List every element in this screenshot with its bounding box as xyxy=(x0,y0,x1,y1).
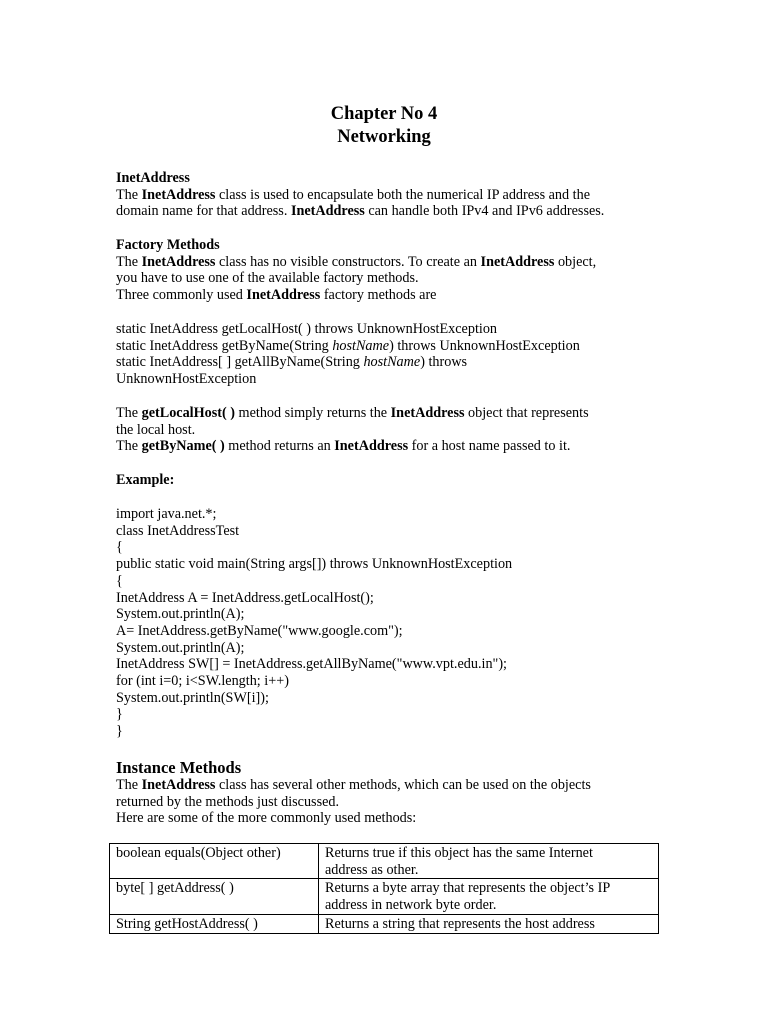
method-cell: boolean equals(Object other) xyxy=(110,844,319,879)
table-row xyxy=(110,914,659,933)
paragraph-line: Three commonly used InetAddress factory methods are xyxy=(116,287,437,304)
example-heading: Example: xyxy=(116,472,175,488)
section-heading: Instance Methods xyxy=(116,758,242,777)
code-line: } xyxy=(116,706,123,723)
code-line: for (int i=0; i<SW.length; i++) xyxy=(116,673,289,690)
paragraph-line: you have to use one of the available factory methods. xyxy=(116,270,419,287)
instance-methods-table xyxy=(109,843,659,934)
code-line: public static void main(String args[]) throws UnknownHostException xyxy=(116,556,513,573)
description-cell: Returns a string that represents the host address xyxy=(319,914,659,933)
method-signature: static InetAddress getByName(String hostName) throws UnknownHostException xyxy=(116,337,580,354)
paragraph-line: returned by the methods just discussed. xyxy=(116,793,340,810)
code-line: class InetAddressTest xyxy=(116,522,240,539)
code-line: A= InetAddress.getByName("www.google.com"); xyxy=(116,622,403,639)
factory-methods-section xyxy=(116,237,660,304)
description-cell: Returns a byte array that represents the object’s IP address in network byte order. xyxy=(319,879,659,914)
code-line: } xyxy=(116,723,123,740)
method-signature-cont: UnknownHostException xyxy=(116,371,257,388)
section-heading: Factory Methods xyxy=(116,237,220,253)
method-signature: static InetAddress[ ] getAllByName(String hostName) throws xyxy=(116,354,468,371)
code-line: InetAddress A = InetAddress.getLocalHost(); xyxy=(116,589,374,606)
code-line: System.out.println(SW[i]); xyxy=(116,689,269,706)
code-line: { xyxy=(116,572,123,589)
method-descriptions xyxy=(116,405,660,455)
instance-methods-section xyxy=(116,758,660,827)
table-row xyxy=(110,844,659,879)
paragraph-line: The InetAddress class has several other methods, which can be used on the objects xyxy=(116,777,591,793)
method-cell: String getHostAddress( ) xyxy=(110,914,319,933)
code-line: InetAddress SW[] = InetAddress.getAllByName("www.vpt.edu.in"); xyxy=(116,656,508,673)
paragraph-line: Here are some of the more commonly used methods: xyxy=(116,810,417,827)
chapter-title xyxy=(116,103,652,149)
description-cell: Returns true if this object has the same Internet address as other. xyxy=(319,844,659,879)
section-heading: InetAddress xyxy=(116,170,190,186)
paragraph-line: The InetAddress class is used to encapsulate both the numerical IP address and the xyxy=(116,186,591,203)
paragraph-line: The getByName( ) method returns an InetAddress for a host name passed to it. xyxy=(116,438,571,455)
paragraph-line: The getLocalHost( ) method simply returns the InetAddress object that represents xyxy=(116,405,589,421)
code-example xyxy=(116,506,660,740)
inetaddress-section xyxy=(116,170,660,220)
code-line: { xyxy=(116,539,123,556)
paragraph-line: the local host. xyxy=(116,421,196,438)
method-signature: static InetAddress getLocalHost( ) throws UnknownHostException xyxy=(116,321,498,337)
method-cell: byte[ ] getAddress( ) xyxy=(110,879,319,914)
factory-method-signatures xyxy=(116,321,660,388)
paragraph-line: The InetAddress class has no visible constructors. To create an InetAddress object, xyxy=(116,253,597,270)
code-line: System.out.println(A); xyxy=(116,639,245,656)
paragraph-line: domain name for that address. InetAddress can handle both IPv4 and IPv6 addresses. xyxy=(116,203,605,220)
chapter-number: Chapter No 4 xyxy=(330,104,438,124)
chapter-topic: Networking xyxy=(337,127,431,147)
code-line: System.out.println(A); xyxy=(116,606,245,623)
code-line: import java.net.*; xyxy=(116,506,217,522)
table-row xyxy=(110,879,659,914)
